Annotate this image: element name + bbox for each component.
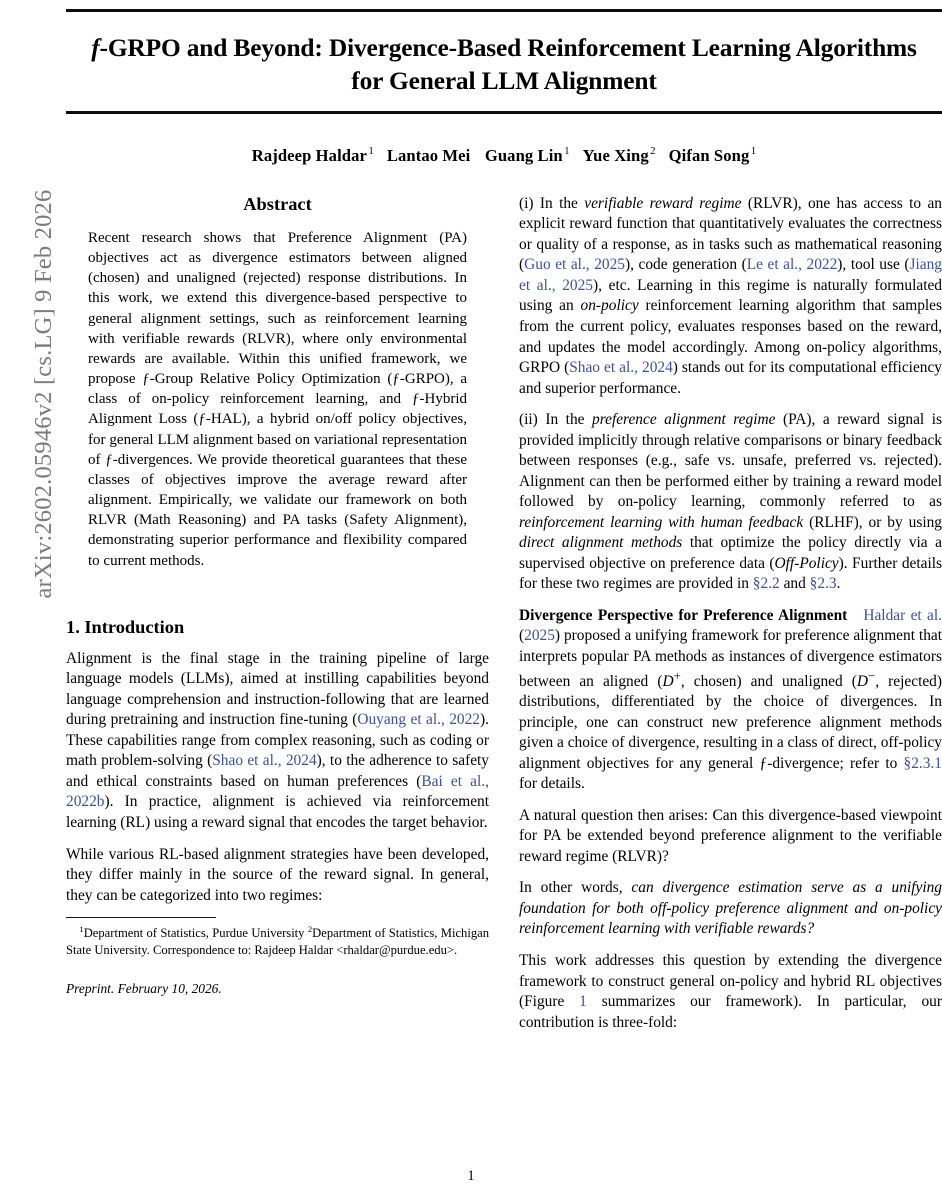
header-rule-top xyxy=(66,9,942,12)
author-name: Guang Lin xyxy=(484,145,563,165)
page-number: 1 xyxy=(467,1168,475,1184)
abstract-block xyxy=(66,194,489,571)
text-run: ( xyxy=(519,627,525,645)
page-content-frame xyxy=(66,0,942,1044)
author-entry xyxy=(583,146,656,165)
emphasis-research-question: can divergence estimation serve as a unifying foundation for both off-policy preference alignment and on-policy reinforcement learning with verifiable rewards? xyxy=(519,879,942,938)
text-run: ) proposed a unifying framework for preference alignment that interprets popular PA methods as instances of divergence estimators between an aligned ( xyxy=(519,627,942,690)
emphasis-on-policy: on-policy xyxy=(580,297,639,315)
abstract-heading: Abstract xyxy=(243,193,312,214)
title-line-2: for General LLM Alignment xyxy=(351,67,657,96)
text-run: ), to the adherence to safety and ethical constraints based on human preferences ( xyxy=(66,752,489,790)
citation-jiang-2025[interactable]: Jiang et al., 2025 xyxy=(519,256,942,294)
regime-ii-paragraph xyxy=(519,410,942,595)
text-run: ), code generation ( xyxy=(624,256,747,274)
author-entry xyxy=(387,146,472,165)
page-title xyxy=(72,32,936,98)
author-affiliation-marker xyxy=(470,146,472,157)
text-run: Alignment is the final stage in the training pipeline of large language models (LLMs), aimed at instilling capabilities beyond language comprehension and instruction-following that are learned during pretraining and instruction fine-tuning ( xyxy=(66,649,489,729)
footnote-rule xyxy=(66,917,216,918)
section-ref-2-3[interactable]: §2.3 xyxy=(809,575,837,593)
text-run: reinforcement learning algorithm that samples from the current policy, evaluates responses based on the reward, and updates the model accordingly. Among on-policy algorithms, GRPO ( xyxy=(519,297,942,377)
header-rule-under-title xyxy=(66,111,942,114)
intro-paragraph-2: While various RL-based alignment strategies have been developed, they differ mainly in the source of the reward signal. In general, they can be categorized into two regimes: xyxy=(66,845,489,904)
text-run: (ii) In the xyxy=(519,411,592,429)
text-run: (RLVR), one has access to an explicit reward function that quantitatively evaluates the correctness or quality of a response, as in tasks such as mathematical reasoning ( xyxy=(519,194,942,274)
text-run: ). In practice, alignment is achieved via reinforcement learning (RL) using a reward signal that encodes the target behavior. xyxy=(66,793,489,831)
text-run: ), tool use ( xyxy=(837,256,910,274)
emphasis-verifiable-reward-regime: verifiable reward regime xyxy=(584,194,742,212)
author-name: Yue Xing xyxy=(582,145,649,165)
math-symbol-d-minus: D xyxy=(856,672,868,690)
footnote-block xyxy=(66,917,489,997)
figure-ref-1[interactable]: 1 xyxy=(579,993,587,1011)
citation-guo-2025[interactable]: Guo et al., 2025 xyxy=(524,256,625,274)
text-run: , rejected) distributions, differentiated by the choice of divergences. In principle, one can construct new preference alignment methods given a choice of divergence, resulting in a class of direct, off-policy alignment objectives for any general ƒ-divergence; refer to xyxy=(519,672,942,772)
author-list xyxy=(66,146,942,166)
preprint-notice: Preprint. February 10, 2026. xyxy=(66,981,222,997)
text-run: ), etc. Learning in this regime is naturally formulated using an xyxy=(519,276,942,315)
in-other-words-paragraph xyxy=(519,878,942,940)
text-run: (i) In the xyxy=(519,194,585,212)
emphasis-direct-alignment-methods: direct alignment methods xyxy=(519,534,683,552)
text-run: In other words, xyxy=(519,879,632,897)
author-name: Qifan Song xyxy=(668,145,750,165)
abstract-text: Recent research shows that Preference Alignment (PA) objectives act as divergence estimators between aligned (chosen) and unaligned (rejected) response distributions. In this work, we extend this divergence-based perspective to general alignment settings, such as reinforcement learning with verifiable rewards (RLVR), where only environmental rewards are available. Within this unified framework, we propose ƒ-Group Relative Policy Optimization (ƒ-GRPO), a class of on-policy reinforcement learning, and ƒ-Hybrid Alignment Loss (ƒ-HAL), a hybrid on/off policy objectives, for general LLM alignment based on variational representation of ƒ-divergences. We provide theoretical guarantees that these classes of objectives improve the average reward after alignment. Empirically, we validate our framework on both RLVR (Math Reasoning) and PA tasks (Safety Alignment), demonstrating superior performance and flexibility compared to current methods. xyxy=(88,229,467,569)
text-run: for details. xyxy=(519,775,585,793)
citation-le-2022[interactable]: Le et al., 2022 xyxy=(746,256,838,274)
section-heading-introduction: 1. Introduction xyxy=(66,616,185,637)
text-run: summarizes our framework). In particular, our contribution is three-fold: xyxy=(519,993,942,1031)
citation-shao-2024-b[interactable]: Shao et al., 2024 xyxy=(569,359,673,377)
math-superscript-minus: − xyxy=(868,668,876,683)
divergence-perspective-paragraph xyxy=(519,606,942,795)
citation-haldar-2025-author[interactable]: Haldar et al. xyxy=(863,606,942,624)
text-run: Department of Statistics, Purdue University xyxy=(83,926,308,941)
author-affiliation-marker: 2 xyxy=(650,146,656,158)
text-run: ) stands out for its computational efficiency and superior performance. xyxy=(519,359,942,397)
footnote-text xyxy=(66,924,489,958)
intro-paragraph-1 xyxy=(66,649,489,834)
text-run: (RLHF), or by using xyxy=(803,513,942,531)
arxiv-stamp: arXiv:2602.05946v2 [cs.LG] 9 Feb 2026 xyxy=(30,189,57,599)
emphasis-rlhf: reinforcement learning with human feedback xyxy=(519,513,804,531)
footnote-marker-2: 2 xyxy=(307,924,313,935)
citation-ouyang-2022[interactable]: Ouyang et al., 2022 xyxy=(357,711,481,729)
author-entry xyxy=(485,146,570,165)
math-superscript-plus: + xyxy=(673,668,681,683)
two-column-layout xyxy=(66,194,942,1044)
author-entry xyxy=(252,146,374,165)
section-ref-2-2[interactable]: §2.2 xyxy=(752,575,780,593)
emphasis-off-policy: Off-Policy xyxy=(774,554,839,572)
citation-shao-2024[interactable]: Shao et al., 2024 xyxy=(212,752,317,770)
citation-haldar-2025-year[interactable]: 2025 xyxy=(524,627,555,645)
section-ref-2-3-1[interactable]: §2.3.1 xyxy=(903,754,942,772)
math-symbol-d-plus: D xyxy=(662,672,674,690)
title-f-symbol: f xyxy=(91,34,100,63)
text-run: and xyxy=(779,575,810,593)
text-run: , chosen) and unaligned ( xyxy=(680,672,857,690)
author-affiliation-marker: 1 xyxy=(368,146,374,158)
author-entry xyxy=(669,146,757,165)
contribution-intro-paragraph xyxy=(519,951,942,1033)
text-run: Department of Statistics, Michigan State University. Correspondence to: Rajdeep Haldar <rhaldar@purdue.edu>. xyxy=(66,926,490,957)
footnote-marker-1: 1 xyxy=(79,924,84,935)
text-run: that optimize the policy directly via a supervised objective on preference data ( xyxy=(519,534,942,572)
author-name: Lantao Mei xyxy=(386,145,471,165)
text-run: ). These capabilities range from complex reasoning, such as coding or math problem-solving ( xyxy=(66,711,489,770)
text-run: ). Further details for these two regimes are provided in xyxy=(519,554,942,593)
text-run: . xyxy=(836,575,841,593)
emphasis-preference-alignment-regime: preference alignment regime xyxy=(592,411,776,429)
text-run: (PA), a reward signal is provided implicitly through relative comparisons or binary feedback between responses (e.g., safe vs. unsafe, preferred vs. rejected). Alignment can then be performed either by training a reward model followed by on-policy learning, commonly referred to as xyxy=(519,411,942,511)
author-affiliation-marker: 1 xyxy=(750,146,757,158)
regime-i-paragraph xyxy=(519,194,942,399)
introduction-block xyxy=(66,617,489,906)
citation-bai-2022b[interactable]: Bai et al., 2022b xyxy=(66,772,489,811)
title-line-1: -GRPO and Beyond: Divergence-Based Reinforcement Learning Algorithms xyxy=(99,34,917,63)
left-column xyxy=(66,194,489,998)
author-name: Rajdeep Haldar xyxy=(251,145,367,165)
inline-heading-divergence-perspective: Divergence Perspective for Preference Alignment xyxy=(519,606,848,624)
right-column xyxy=(519,194,942,1044)
question-paragraph: A natural question then arises: Can this divergence-based viewpoint for PA be extended beyond preference alignment to the verifiable reward regime (RLVR)? xyxy=(519,806,942,865)
author-affiliation-marker: 1 xyxy=(564,146,570,158)
text-run: This work addresses this question by extending the divergence framework to construct general on-policy and hybrid RL objectives (Figure xyxy=(519,952,942,1011)
